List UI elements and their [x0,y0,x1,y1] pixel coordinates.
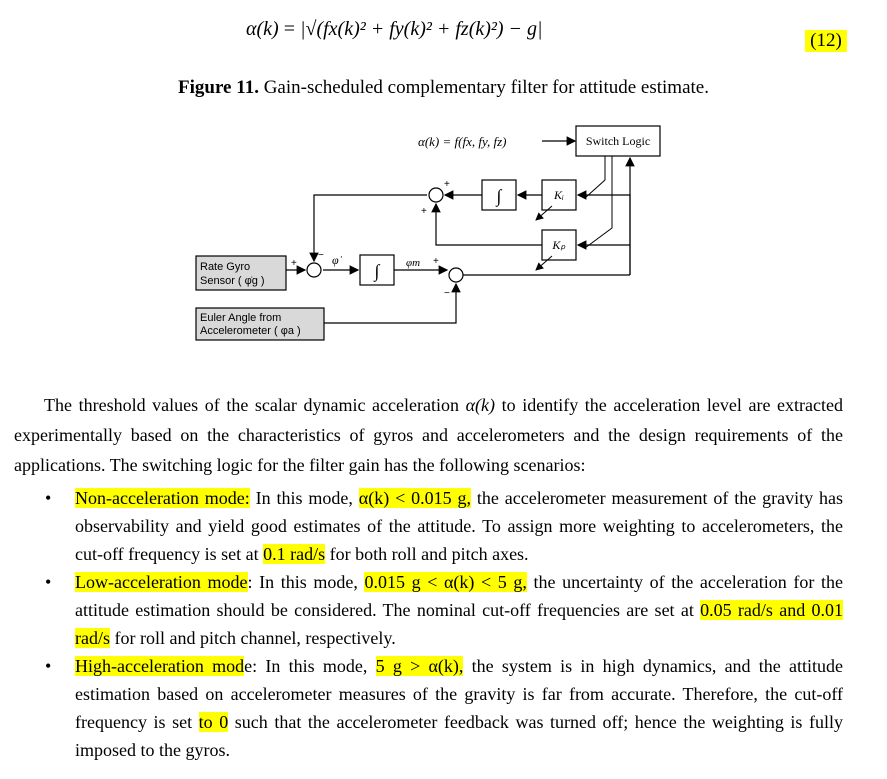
svg-text:+: + [291,258,297,269]
paragraph-alpha: α(k) [465,395,496,415]
figure-caption-text: Gain-scheduled complementary filter for attitude estimate. [263,77,709,98]
filter-block-diagram [180,118,680,348]
equation-rhs: |√(fx(k)² + fy(k)² + fz(k)²) − g| [299,18,543,40]
figure-label: Figure 11. [178,77,259,98]
bullet-value: 0.05 rad/s and 0.01 rad/s [75,600,843,648]
kp-label: Kₚ [552,238,566,252]
bullet-text: for roll and pitch channel, respectively. [110,628,396,648]
phi-dot-label: φ̇ [332,253,339,267]
main-integrator-symbol: ∫ [374,261,380,281]
equation-number: (12) [805,30,847,52]
switch-logic-label: Switch Logic [585,134,651,148]
figure-caption [0,77,887,99]
bullet-text: for both roll and pitch axes. [325,544,529,564]
paragraph-part1: The threshold values of the scalar dynamic acceleration [44,395,466,415]
list-item [40,568,843,652]
rate-gyro-label: Rate Gyro [200,261,251,273]
equation-12: α(k) = |√(fx(k)² + fy(k)² + fz(k)²) − g| [246,18,543,40]
body-paragraph [14,390,843,480]
bullet-text: the uncertainty of the acceleration for the attitude estimation should be considered. The nominal cut-off frequencies are set at [75,572,843,620]
svg-text:+: + [444,179,450,190]
main-summing-junction [307,263,321,277]
rate-gyro-sensor-label: Sensor ( φ̇g ) [200,275,265,287]
upper-summing-junction [429,188,443,202]
paragraph-part2: to identify the acceleration level are extracted experimentally based on the characteristics of gyros and accelerometers and the design requirements of the applications. The switching logic for the filter gain has the following scenarios: [14,395,843,475]
bullet-value: 0.1 rad/s [263,544,326,564]
upper-integrator-symbol: ∫ [496,186,502,206]
svg-text:−: − [444,288,450,299]
bullet-text: In this mode, [249,488,359,508]
euler-angle-label: Euler Angle from [200,312,282,324]
ki-label: Kᵢ [554,188,564,202]
bullet-value: to 0 [198,712,229,732]
svg-text:−: − [318,250,324,261]
bullet-title: Non-acceleration mode: [75,488,250,508]
list-item [40,652,843,764]
alpha-expression: α(k) = f(fx, fy, fz) [418,134,507,149]
phi-m-label: φm [406,257,421,269]
bullet-condition: 0.015 g < α(k) < 5 g, [364,572,527,592]
list-item [40,484,843,568]
bullet-text: the system is in high dynamics, and the attitude estimation based on accelerometer measures of the gravity is far from accurate. Therefore, the cut-off frequency is set [75,656,844,732]
bullet-title: High-acceleration mod [75,656,245,676]
bullet-text: : In this mode, [247,572,365,592]
svg-text:+: + [421,206,427,217]
bullet-text: : In this mode, [252,656,376,676]
svg-text:+: + [433,256,439,267]
error-summing-junction [449,268,463,282]
accelerometer-label: Accelerometer ( φa ) [200,325,301,337]
bullet-title-rest: e [244,656,253,676]
bullet-text: the accelerometer measurement of the gravity has observability and yield good estimates of the attitude. To assign more weighting to accelerometers, the cut-off frequency is set at [75,488,843,564]
bullet-text: such that the accelerometer feedback was turned off; hence the weighting is fully imposed to the gyros. [75,712,843,760]
mode-bullet-list [40,484,843,764]
bullet-title: Low-acceleration mode [75,572,248,592]
bullet-condition: α(k) < 0.015 g, [358,488,471,508]
equation-lhs: α(k) [246,18,279,40]
bullet-condition: 5 g > α(k), [375,656,464,676]
